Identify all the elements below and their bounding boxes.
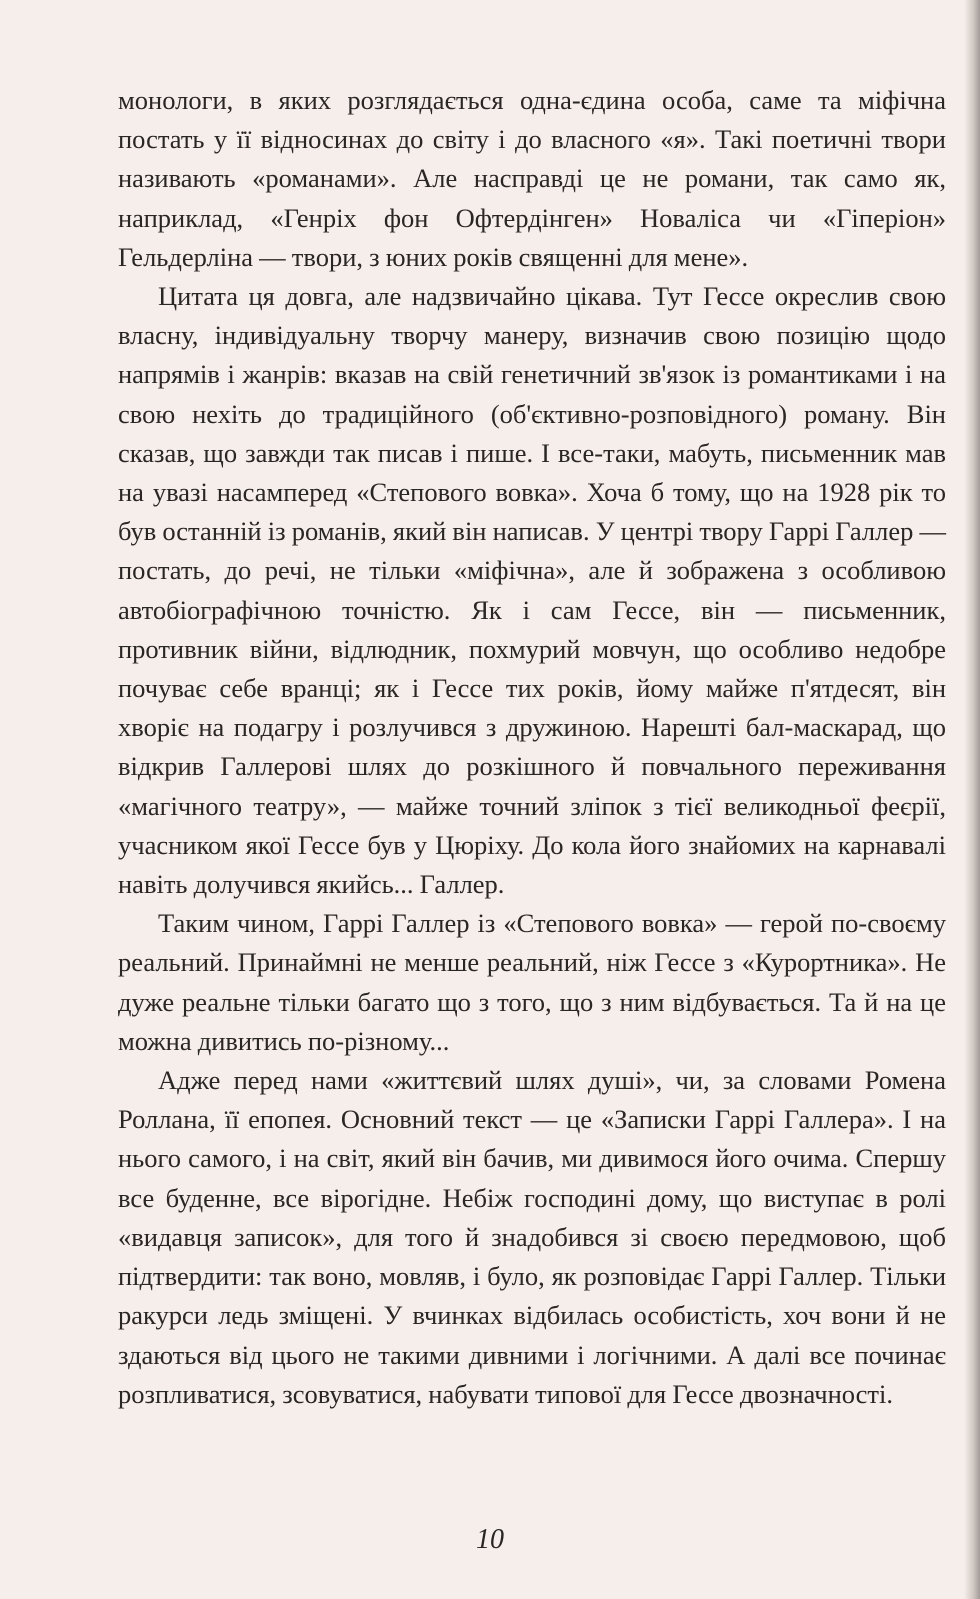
page-number: 10: [476, 1524, 504, 1555]
paragraph-2: Цитата ця довга, але надзвичайно цікава. Тут Гессе окреслив свою власну, індивідуальну творчу манеру, визначив свою позицію щодо напрямів і жанрів: вказав на свій генетичний зв'язок із романтиками і на свою нехіть до традиційного (об'єктивно-розповідного) роману. Він сказав, що завжди так писав і пише. І все-таки, мабуть, письменник мав на увазі насамперед «Степового вовка». Хоча б тому, що на 1928 рік то був останній із романів, який він написав. У центрі твору Гаррі Галлер — постать, до речі, не тільки «міфічна», але й зображена з особливою автобіографічною точністю. Як і сам Гессе, він — письменник, противник війни, відлюдник, похмурий мовчун, що особливо недобре почуває себе вранці; як і Гессе тих років, йому майже п'ятдесят, він хворіє на подагру і розлучився з дружиною. Нарешті бал-маскарад, що відкрив Галлерові шлях до розкішного й повчального переживання «магічного театру», — майже точний зліпок з тієї великодньої феєрії, учасником якої Гессе був у Цюріху. До кола його знайомих на карнавалі навіть долучився якийсь... Галлер.: [118, 281, 946, 900]
page-edge-shadow: [964, 0, 980, 1599]
paragraph-1: монологи, в яких розглядається одна-єдина особа, саме та міфічна постать у її відносинах до світу і до власного «я». Такі поетичні твори називають «романами». Але насправді це не романи, так само як, наприклад, «Генріх фон Офтердінген» Новаліса чи «Гіперіон» Гельдерліна — твори, з юних років священні для мене».: [118, 85, 946, 272]
paragraph-4: Адже перед нами «життєвий шлях душі», чи, за словами Ромена Роллана, її епопея. Основний текст — це «Записки Гаррі Галлера». І на нього самого, і на світ, який він бачив, ми дивимося його очима. Спершу все буденне, все вірогідне. Небіж господині дому, що виступає в ролі «видавця записок», для того й знадобився зі своєю передмовою, щоб підтвердити: так воно, мовляв, і було, як розповідає Гаррі Галлер. Тільки ракурси ледь зміщені. У вчинках відбилась особистість, хоч вони й не здаються від цього не такими дивними і логічними. А далі все починає розпливатися, зсовуватися, набувати типової для Гессе двозначності.: [118, 1065, 946, 1409]
body-text: [118, 81, 946, 1414]
paragraph-3: Таким чином, Гаррі Галлер із «Степового вовка» — герой по-своєму реальний. Принаймні не менше реальний, ніж Гессе з «Курортника». Не дуже реальне тільки багато що з того, що з ним відбувається. Та й на це можна дивитись по-різному...: [118, 908, 946, 1056]
